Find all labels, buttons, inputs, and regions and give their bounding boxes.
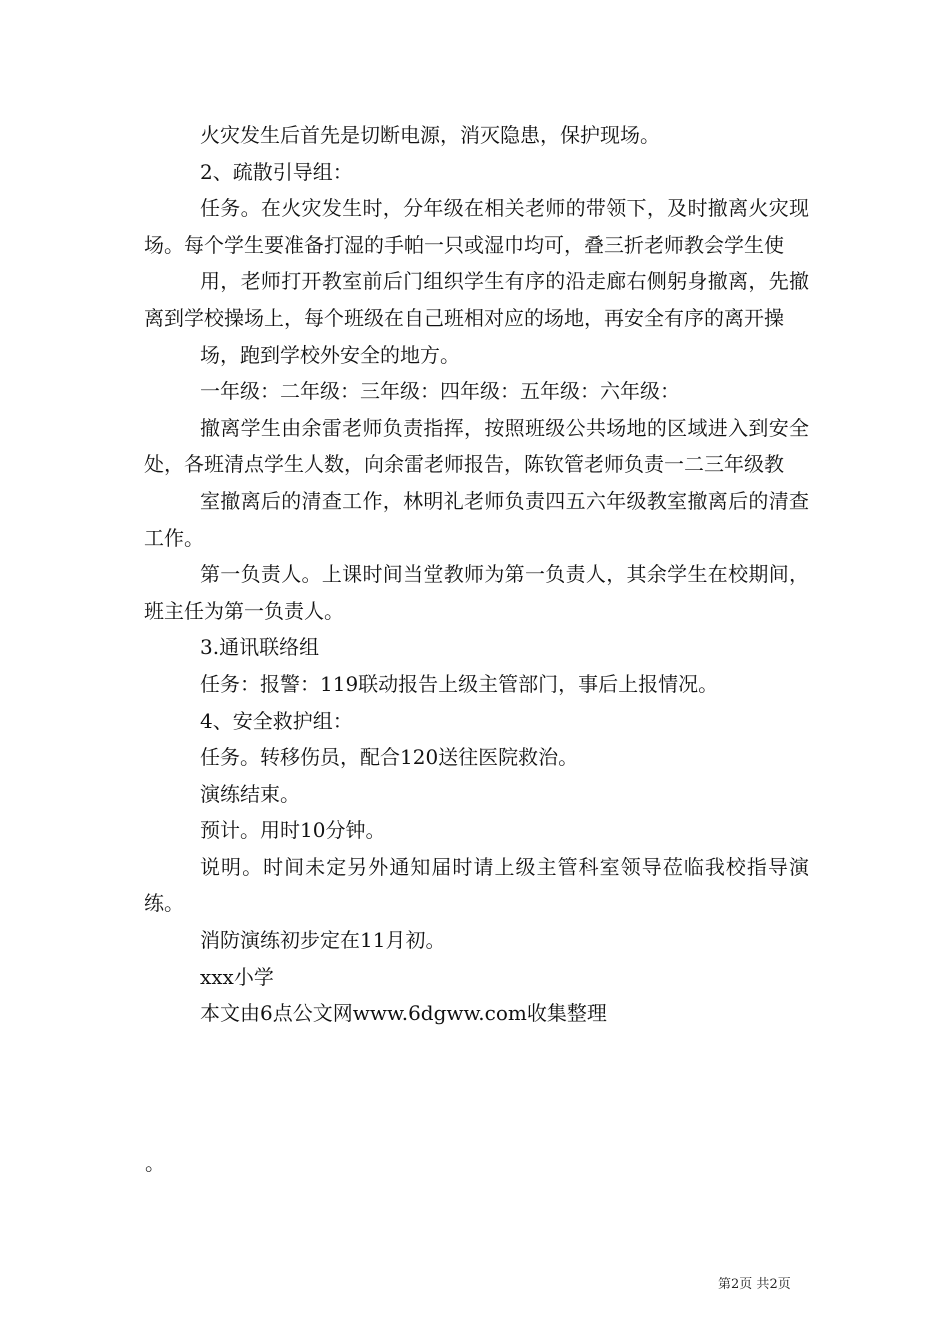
page-total: 2 [769, 1277, 778, 1292]
paragraph-14: 演练结束。 [200, 781, 300, 806]
page-prefix: 第 [718, 1277, 732, 1292]
paragraph-3: 任务。在火灾发生时，分年级在相关老师的带领下，及时撤离火灾现场。每个学生要准备打湿的手帕一只或湿巾均可，叠三折老师教会学生使 [144, 196, 809, 257]
paragraph-grades: 一年级：二年级：三年级：四年级：五年级：六年级： [200, 379, 680, 404]
page-number [718, 1276, 791, 1294]
page-current: 2 [731, 1277, 740, 1292]
paragraph-16: 说明。时间未定另外通知届时请上级主管科室领导莅临我校指导演练。 [144, 854, 809, 916]
source-note: 本文由6点公文网www.6dgww.com收集整理 [200, 1001, 607, 1026]
paragraph-15: 预计。用时10分钟。 [200, 818, 386, 843]
heading-communication-group: 3.通讯联络组 [200, 635, 320, 660]
page-middle: 页 共 [739, 1277, 770, 1292]
paragraph-9: 第一负责人。上课时间当堂教师为第一负责人，其余学生在校期间，班主任为第一负责人。 [144, 562, 809, 623]
paragraph-5: 场，跑到学校外安全的地方。 [200, 342, 460, 367]
paragraph-1: 火灾发生后首先是切断电源，消灭隐患，保护现场。 [200, 123, 660, 147]
paragraph-11: 任务：报警：119联动报告上级主管部门，事后上报情况。 [200, 671, 719, 696]
document-body [144, 117, 809, 1032]
paragraph-7: 撤离学生由余雷老师负责指挥，按照班级公共场地的区域进入到安全处，各班清点学生人数，向余雷老师报告，陈钦管老师负责一二三年级教 [144, 415, 809, 477]
heading-evacuation-group: 2、疏散引导组： [200, 159, 353, 184]
signature-school: xxx小学 [200, 964, 274, 989]
heading-rescue-group: 4、安全救护组： [200, 708, 353, 733]
paragraph-8: 室撤离后的清查工作，林明礼老师负责四五六年级教室撤离后的清查工作。 [144, 488, 809, 550]
page-suffix: 页 [777, 1277, 791, 1292]
paragraph-4: 用，老师打开教室前后门组织学生有序的沿走廊右侧躬身撤离，先撤离到学校操场上，每个班级在自己班相对应的场地，再安全有序的离开操 [144, 269, 809, 330]
trailing-period: 。 [145, 1151, 165, 1175]
paragraph-13: 任务。转移伤员，配合120送往医院救治。 [200, 745, 579, 770]
paragraph-17: 消防演练初步定在11月初。 [200, 928, 446, 953]
